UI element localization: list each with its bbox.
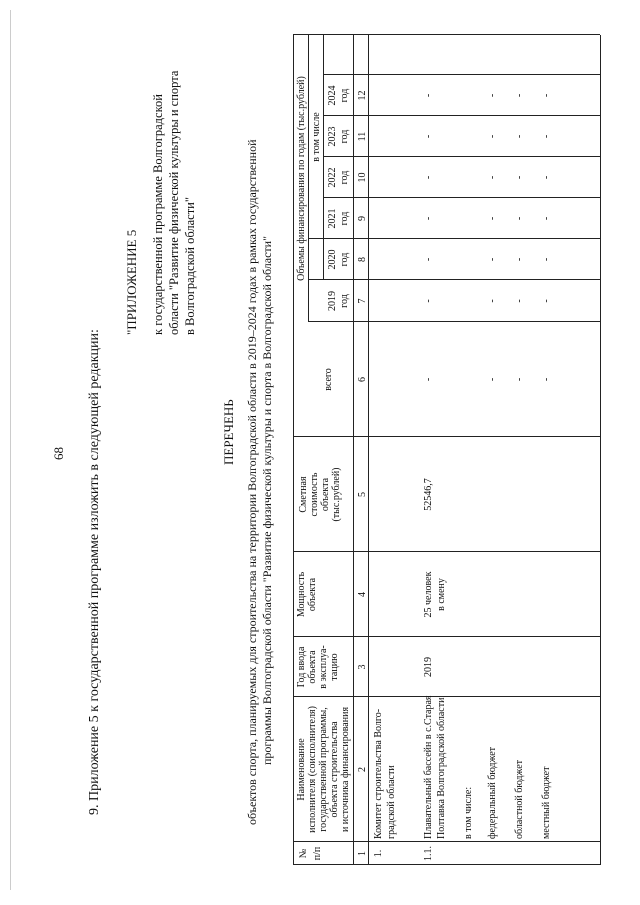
col-number: 6: [357, 377, 368, 382]
col-number: 1: [357, 851, 368, 856]
header-cost-1: Сметная: [298, 476, 309, 513]
header-year-1: Год ввода: [296, 646, 307, 688]
header-year-2020: 2020: [327, 249, 338, 270]
row-regional-total: -: [514, 377, 525, 382]
row-1-1-capacity-1: 25 человек: [423, 571, 434, 618]
heading-title: ПЕРЕЧЕНЬ: [221, 399, 236, 465]
header-year-4: тацию: [329, 653, 340, 681]
row-1-name-1: Комитет строительства Волго-: [373, 708, 384, 839]
appendix-title: "ПРИЛОЖЕНИЕ 5: [124, 229, 139, 335]
row-1-1-year: 2019: [423, 657, 434, 677]
row-federal-2021: -: [487, 216, 498, 221]
row-1-1-2020: -: [423, 257, 434, 262]
row-regional-2024: -: [514, 93, 525, 98]
header-year-2024: 2024: [327, 85, 338, 106]
row-regional-2019: -: [514, 299, 525, 303]
header-year-2021: 2021: [327, 208, 338, 229]
row-regional-name: областной бюджет: [514, 759, 525, 839]
row-federal-2019: -: [487, 299, 498, 303]
row-1-1-num: 1.1.: [423, 846, 434, 861]
col-number: 9: [357, 216, 368, 221]
row-incl-label: в том числе:: [463, 786, 474, 839]
row-1-num: 1.: [373, 849, 384, 858]
header-name-5: и источника финансирования: [340, 706, 351, 833]
header-num-2: п/п: [312, 846, 323, 861]
row-1-1-total: -: [423, 377, 434, 382]
row-local-2023: -: [541, 134, 552, 139]
row-federal-2024: -: [487, 93, 498, 98]
heading-subtitle-2: программы Волгоградской области "Развитие физической культуры и спорта в Волгоградской области": [260, 236, 274, 765]
row-local-total: -: [541, 377, 552, 382]
col-number: 10: [357, 172, 368, 183]
row-local-name: местный бюджет: [541, 766, 552, 839]
header-total: всего: [323, 368, 334, 391]
header-funding-group: Объемы финансирования по годам (тыс.рублей): [296, 76, 307, 281]
row-regional-2020: -: [514, 257, 525, 262]
col-number: 11: [357, 131, 368, 142]
row-1-1-2022: -: [423, 175, 434, 180]
header-cost-4: (тыс.рублей): [331, 467, 342, 522]
row-federal-2023: -: [487, 134, 498, 139]
heading-subtitle-1: объектов спорта, планируемых для строительства на территории Волгоградской области в 2019–2024 годах в рамках государственной: [245, 139, 259, 825]
appendix-line-1: к государственной программе Волгоградской: [151, 94, 165, 335]
row-federal-2022: -: [487, 175, 498, 180]
header-year-3: в эксплуа-: [318, 645, 329, 689]
col-number: 12: [357, 90, 368, 101]
header-cost-3: объекта: [320, 477, 331, 512]
header-year-2019-unit: год: [339, 294, 350, 308]
header-cost-2: стоимость: [309, 472, 320, 517]
header-year-2020-unit: год: [339, 252, 350, 267]
row-local-2020: -: [541, 257, 552, 262]
header-year-2021-unit: год: [339, 211, 350, 226]
header-name-2: исполнителя (соисполнителя): [307, 706, 318, 833]
col-number: 4: [357, 592, 368, 597]
row-local-2022: -: [541, 175, 552, 180]
col-number: 2: [357, 767, 368, 772]
row-regional-2022: -: [514, 175, 525, 180]
row-local-2024: -: [541, 93, 552, 98]
header-year-2022: 2022: [327, 167, 338, 188]
row-1-1-capacity-2: в смену: [436, 578, 447, 611]
page-number: 68: [51, 447, 66, 460]
col-number: 3: [357, 664, 368, 670]
header-year-2024-unit: год: [339, 88, 350, 103]
header-name-1: Наименование: [296, 738, 307, 801]
header-name-4: объекта строительства: [329, 721, 340, 818]
appendix-line-2: области "Развитие физической культуры и спорта: [167, 70, 181, 335]
row-1-1-name-2: Полтавка Волгоградской области: [436, 697, 447, 839]
intro-line: 9. Приложение 5 к государственной программе изложить в следующей редакции:: [87, 329, 102, 815]
row-local-2019: -: [541, 299, 552, 303]
header-year-2019: 2019: [327, 291, 338, 311]
row-1-1-2024: -: [423, 93, 434, 98]
header-year-2: объекта: [307, 650, 318, 684]
row-1-1-2019: -: [423, 299, 434, 303]
col-number: 7: [357, 298, 368, 304]
row-local-2021: -: [541, 216, 552, 221]
row-federal-2020: -: [487, 257, 498, 262]
row-1-name-2: градской области: [386, 765, 397, 839]
header-capacity-2: объекта: [307, 577, 318, 612]
row-1-1-2023: -: [423, 134, 434, 139]
row-1-1-name-1: Плавательный бассейн в с.Старая: [423, 695, 434, 839]
appendix-line-3: в Волгоградской области": [183, 197, 197, 335]
header-name-3: государственной программы,: [318, 707, 329, 832]
header-num-1: №: [298, 848, 309, 859]
row-federal-name: федеральный бюджет: [487, 746, 498, 839]
row-regional-2023: -: [514, 134, 525, 139]
col-number: 5: [357, 492, 368, 497]
row-regional-2021: -: [514, 216, 525, 221]
header-capacity-1: Мощность: [296, 571, 307, 618]
row-federal-total: -: [487, 377, 498, 382]
row-1-1-cost: 52546,7: [423, 478, 434, 511]
header-incl: в том числе: [311, 112, 322, 162]
col-number: 8: [357, 257, 368, 262]
row-1-1-2021: -: [423, 216, 434, 221]
header-year-2022-unit: год: [339, 170, 350, 185]
header-year-2023: 2023: [327, 126, 338, 147]
header-year-2023-unit: год: [339, 129, 350, 144]
